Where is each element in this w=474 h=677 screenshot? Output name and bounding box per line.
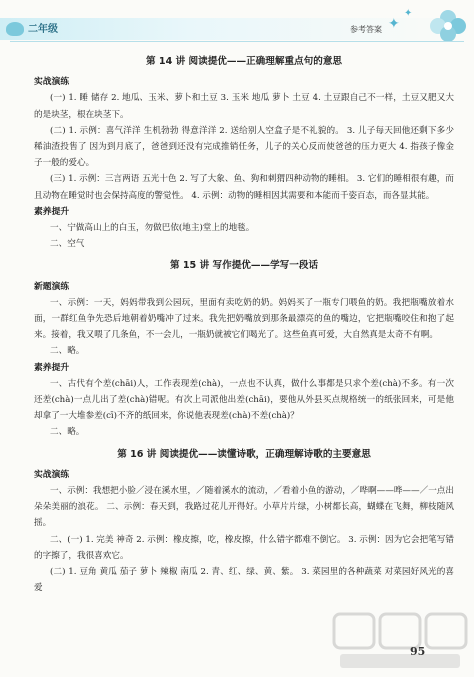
star-icon: ✦ [388, 16, 400, 32]
section-heading: 新题演练 [34, 281, 70, 292]
section-heading: 素养提升 [34, 206, 70, 217]
answer-paragraph: 二、空气 [50, 239, 85, 250]
header-divider [10, 41, 464, 42]
page-number: 95 [410, 645, 426, 658]
star-icon: ✦ [404, 8, 413, 19]
answer-paragraph: (二) 1. 示例：喜气洋洋 生机勃勃 得意洋洋 2. 送给别人空盒子是不礼貌的。 3. 儿子每天回他还剩下多少稀油渣投售了 因为到月底了，爸爸到还没有完成推销任务，儿子的关心反而使爸爸的压力更大 4. 指孩子像金子一般的爱心。 [34, 125, 454, 169]
answer-content [34, 48, 454, 597]
answer-paragraph: 一、示例：一天，妈妈带我到公园玩，里面有卖吃奶的奶。妈妈买了一瓶专门喂鱼的奶。我把瓶嘴放着水面，一群红鱼争先恐后地朝着奶嘴冲了过来。我先把奶嘴放到那条最漂亮的鱼的嘴边，它把瓶嘴咬住和抱了起来。接着，我又喂了几条鱼，不一会儿，一瓶奶就被它们喝光了。这些鱼真可爱，大自然真是太奇不有啊。 [34, 297, 454, 341]
answer-paragraph: (二) 1. 豆角 黄瓜 茄子 萝卜 辣椒 南瓜 2. 青、红、绿、黄、紫。 3. 菜园里的各种蔬菜 对菜园好风光的喜爱 [34, 567, 454, 594]
answer-paragraph: 一、宁做高山上的白玉，勿做巴依(地主)堂上的地毯。 [50, 223, 255, 234]
answer-paragraph: (一) 1. 睡 储存 2. 地瓜、玉米、萝卜和土豆 3. 玉米 地瓜 萝卜 土豆 4. 土豆跟自己不一样，土豆又肥又大的是块茎，根在块茎下。 [34, 93, 454, 120]
reference-answers-label: 参考答案 [350, 25, 382, 34]
lesson-title: 第 14 讲 阅读提优——正确理解重点句的意思 [145, 56, 343, 67]
answer-paragraph: (三) 1. 示例：三言两语 五光十色 2. 写了大象、鱼、狗和刺猬四种动物的睡相。 3. 它们的睡相很有趣，而且动物在睡觉时也会保持高度的警觉性。 4. 示例：动物的睡相因其需要和本能而千姿百态，而各显其能。 [34, 174, 454, 201]
grade-label: 二年级 [28, 24, 58, 35]
header-band [0, 18, 474, 40]
section-heading: 实战演练 [34, 77, 70, 88]
page-header [0, 0, 474, 46]
section-heading: 素养提升 [34, 362, 70, 373]
answer-paragraph: 一、古代有个差(chāi)人，工作表现差(chà)，一点也不认真，做什么事都是只求个差(chà)不多。有一次还差(chà)一点儿出了差(chà)错呢。有次上司派他出差(chāi)，要他从外县买点规格统一的纸张回来，可是他却拿了一大堆参差(cī)不齐的纸回来，你说他表现差(chà)不差(chà)？ [34, 378, 454, 422]
section-heading: 实战演练 [34, 469, 70, 480]
answer-paragraph: 一、示例：我想把小脸／浸在溪水里，／随着溪水的流动，／看着小鱼的游动，／哗啊——哗——／一点出朵朵美丽的浪花。 二、示例：春天到，我路过花儿开得好。小草片片绿，小树都长高，蝴蝶在飞舞，柳枝随风摇。 [34, 486, 454, 529]
flower-icon [426, 6, 470, 46]
answer-paragraph: 二、略。 [50, 346, 85, 357]
lesson-title: 第 15 讲 写作提优——学写一段话 [169, 260, 319, 272]
watermark-logo-icon [330, 608, 470, 674]
answer-paragraph: 二、(一) 1. 完美 神奇 2. 示例：橡皮擦，吃，橡皮擦，什么错字都难不倒它。 3. 示例：因为它会把笔写错的字擦了，我很喜欢它。 [34, 534, 454, 561]
grade-badge-icon [6, 22, 24, 36]
answer-paragraph: 二、略。 [50, 427, 85, 438]
lesson-title: 第 16 讲 阅读提优——读懂诗歌，正确理解诗歌的主要意思 [117, 448, 371, 460]
